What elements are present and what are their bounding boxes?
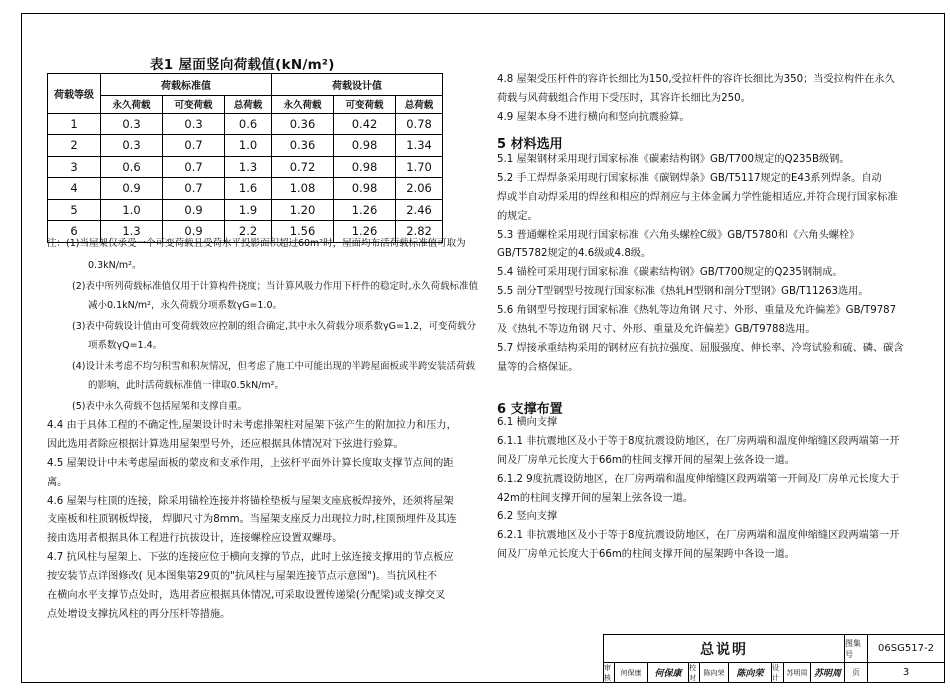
text-line: 支座板和柱顶钢板焊接， 焊脚尺寸为8mm。当屋架支座反力出现拉力时,柱顶预埋件及其连 [47,514,457,526]
cell: 0.3 [101,113,163,135]
atlas-number: 06SG517-2 [867,634,945,663]
cell: 1.20 [271,199,333,221]
text-line: 5.5 剖分T型钢型号按现行国家标准《热轧H型钢和剖分T型钢》GB/T11263选用。 [497,286,869,298]
cell: 6 [48,221,101,243]
note-3a: (3)表中荷载设计值由可变荷载效应控制的组合确定,其中永久荷载分项系数γG=1.2，可变荷载分 [72,321,477,332]
cell: 0.3 [163,113,225,135]
cell: 0.7 [163,178,225,200]
cell: 0.9 [163,199,225,221]
text-line: 间及厂房单元长度大于66m的柱间支撑开间的屋架跨中各设一道。 [497,549,795,561]
text-line: 42m的柱间支撑开间的屋架上弦各设一道。 [497,492,694,504]
cell: 0.98 [334,178,396,200]
page-label: 页 [844,662,868,683]
text-line: 因此选用者除应根据计算选用屋架型号外，还应根据具体情况对下弦进行验算。 [47,438,404,450]
checker-signature: 陈向荣 [728,662,772,683]
text-line: 5.6 角钢型号按现行国家标准《热轧等边角钢 尺寸、外形、重量及允许偏差》GB/T9787 [497,305,897,316]
cell: 2 [48,135,101,157]
cell: 1.6 [225,178,272,200]
cell: 1.26 [334,221,396,243]
table-row [48,199,443,221]
text-line: 6.2.1 非抗震地区及小于等于8度抗震设防地区，在厂房两端和温度伸缩缝区段两端第一开 [497,530,900,542]
text-line: 5.2 手工焊焊条采用现行国家标准《碳钢焊条》GB/T5117规定的E43系列焊条。自动 [497,172,882,184]
cell: 0.6 [225,113,272,135]
subheader: 总荷载 [396,95,443,113]
cell: 0.7 [163,135,225,157]
text-line: 4.9 屋架本身不进行横向和竖向抗震验算。 [497,111,690,123]
text-line: 4.5 屋架设计中未考虑屋面板的蒙皮和支承作用，上弦杆平面外计算长度取支撑节点间的距离。 [47,457,454,488]
design-label: 设计 [771,662,784,683]
left-paragraphs [47,417,472,625]
cell: 2.06 [396,178,443,200]
text-line: 4.8 屋架受压杆件的容许长细比为150,受拉杆件的容许长细比为350；当受拉构件在永久 [497,74,895,85]
table-row [48,178,443,200]
cell: 2.82 [396,221,443,243]
cell: 1.0 [101,199,163,221]
checker-name: 陈向荣 [699,662,729,683]
text-line: 焊或半自动焊采用的焊丝和相应的焊剂应与主体金属力学性能相适应,并符合现行国家标准 [497,191,898,203]
note-4a: (4)设计未考虑不均匀积雪和积灰情况，但考虑了施工中可能出现的半跨屋面板或半跨安装活荷载 [72,361,475,372]
cell: 0.42 [334,113,396,135]
cell: 1.56 [271,221,333,243]
text-line: 点处增设支撑抗风柱的再分压杆等措施。 [47,608,231,620]
cell: 2.2 [225,221,272,243]
note-3b: 项系数γQ=1.4。 [88,340,163,351]
note-5: (5)表中永久荷载不包括屋架和支撑自重。 [72,401,247,412]
cell: 2.46 [396,199,443,221]
drawing-title: 总说明 [603,634,845,663]
cell: 1.70 [396,156,443,178]
cell: 5 [48,199,101,221]
note-1b: 0.3kN/m²。 [88,260,142,271]
subheader: 总荷载 [225,95,272,113]
cell: 0.3 [101,135,163,157]
table-row [48,156,443,178]
text-line: GB/T5782规定的4.6级或4.8级。 [497,248,652,260]
cell: 3 [48,156,101,178]
text-line: 的规定。 [497,210,538,222]
cell: 1 [48,113,101,135]
right-paragraphs-b [497,151,927,378]
load-table [47,73,443,243]
text-line: 5.3 普通螺栓采用现行国家标准《六角头螺栓C级》GB/T5780和《六角头螺栓》 [497,229,860,241]
cell: 0.7 [163,156,225,178]
cell: 1.3 [225,156,272,178]
text-line: 接由选用者根据具体工程进行抗拔设计，连接螺栓应设置双螺母。 [47,533,343,545]
section-6-heading: 6 支撑布置 [497,402,563,417]
text-line: 6.1.1 非抗震地区及小于等于8度抗震设防地区，在厂房两端和温度伸缩缝区段两端第一开 [497,435,900,447]
review-label: 审核 [603,662,615,683]
cell: 1.9 [225,199,272,221]
cell: 0.6 [101,156,163,178]
note-2a: (2)表中所列荷载标准值仅用于计算构件挠度；当计算风吸力作用下杆件的稳定时,永久荷载标准值 [72,281,478,292]
header-design-group: 荷载设计值 [271,74,442,96]
text-line: 4.6 屋架与柱顶的连接，除采用锚栓连接并将锚栓垫板与屋架支座底板焊接外，还须将屋架 [47,495,454,507]
cell: 0.9 [101,178,163,200]
header-grade: 荷载等级 [48,74,101,114]
text-line: 5.1 屋架钢材采用现行国家标准《碳素结构钢》GB/T700规定的Q235B级钢。 [497,154,850,165]
text-line: 按安装节点详图修改( 见本图集第29页的"抗风柱与屋架连接节点示意图")。当抗风柱不 [47,571,438,582]
text-line: 4.7 抗风柱与屋架上、下弦的连接应位于横向支撑的节点，此时上弦连接支撑用的节点板应 [47,552,454,564]
text-line: 量等的合格保证。 [497,361,579,373]
cell: 1.0 [225,135,272,157]
text-line: 5.7 焊接承重结构采用的钢材应有抗拉强度、屈服强度、伸长率、冷弯试验和硫、磷、碳含 [497,342,904,354]
text-line: 间及厂房单元长度大于66m的柱间支撑开间的屋架上弦各设一道。 [497,454,795,466]
table-title: 表1 屋面竖向荷载值(kN/m²) [150,57,335,73]
right-paragraphs-c [497,414,927,565]
right-paragraphs-a [497,71,927,128]
cell: 1.26 [334,199,396,221]
text-line: 及《热轧不等边角钢 尺寸、外形、重量及允许偏差》GB/T9788选用。 [497,323,816,335]
subheader: 永久荷载 [101,95,163,113]
atlas-label: 图集号 [844,634,868,663]
reviewer-signature: 何保康 [647,662,689,683]
cell: 0.9 [163,221,225,243]
designer-signature: 苏明周 [810,662,845,683]
reviewer-name: 何保康 [614,662,648,683]
text-line: 6.1.2 9度抗震设防地区，在厂房两端和温度伸缩缝区段两端第一开间及厂房单元长度大于 [497,473,900,485]
note-1a: 注：(1)当屋架仅承受一个可变荷载且受荷水平投影面积超过60m²时，屋面均布活荷载标准值可取为 [47,238,466,249]
cell: 0.98 [334,156,396,178]
table-row [48,113,443,135]
cell: 0.98 [334,135,396,157]
subheader: 可变荷载 [334,95,396,113]
title-block [603,634,945,683]
cell: 0.36 [271,135,333,157]
text-line: 6.2 竖向支撑 [497,511,558,523]
cell: 0.36 [271,113,333,135]
check-label: 校对 [688,662,700,683]
cell: 1.34 [396,135,443,157]
cell: 4 [48,178,101,200]
cell: 1.3 [101,221,163,243]
text-line: 6.1 横向支撑 [497,417,558,428]
section-5-heading: 5 材料选用 [497,137,563,152]
cell: 0.78 [396,113,443,135]
header-standard-group: 荷载标准值 [101,74,272,96]
text-line: 4.4 由于具体工程的不确定性,屋架设计时未考虑排架柱对屋架下弦产生的附加拉力和压力， [47,420,457,431]
note-4b: 的影响，此时活荷载标准值一律取0.5kN/m²。 [88,380,284,391]
subheader: 可变荷载 [163,95,225,113]
cell: 0.72 [271,156,333,178]
subheader: 永久荷载 [271,95,333,113]
text-line: 在横向水平支撑节点处时，选用者应根据具体情况,可采取设置传递梁(分配梁)或支撑交叉 [47,589,446,601]
text-line: 5.4 锚栓可采用现行国家标准《碳素结构钢》GB/T700规定的Q235钢制成。 [497,267,843,279]
table-row [48,135,443,157]
note-2b: 减小0.1kN/m²，永久荷载分项系数γG=1.0。 [88,300,283,311]
designer-name: 苏明周 [783,662,811,683]
cell: 1.08 [271,178,333,200]
text-line: 荷载与风荷载组合作用下受压时，其容许长细比为250。 [497,92,751,104]
page-number: 3 [867,662,945,683]
